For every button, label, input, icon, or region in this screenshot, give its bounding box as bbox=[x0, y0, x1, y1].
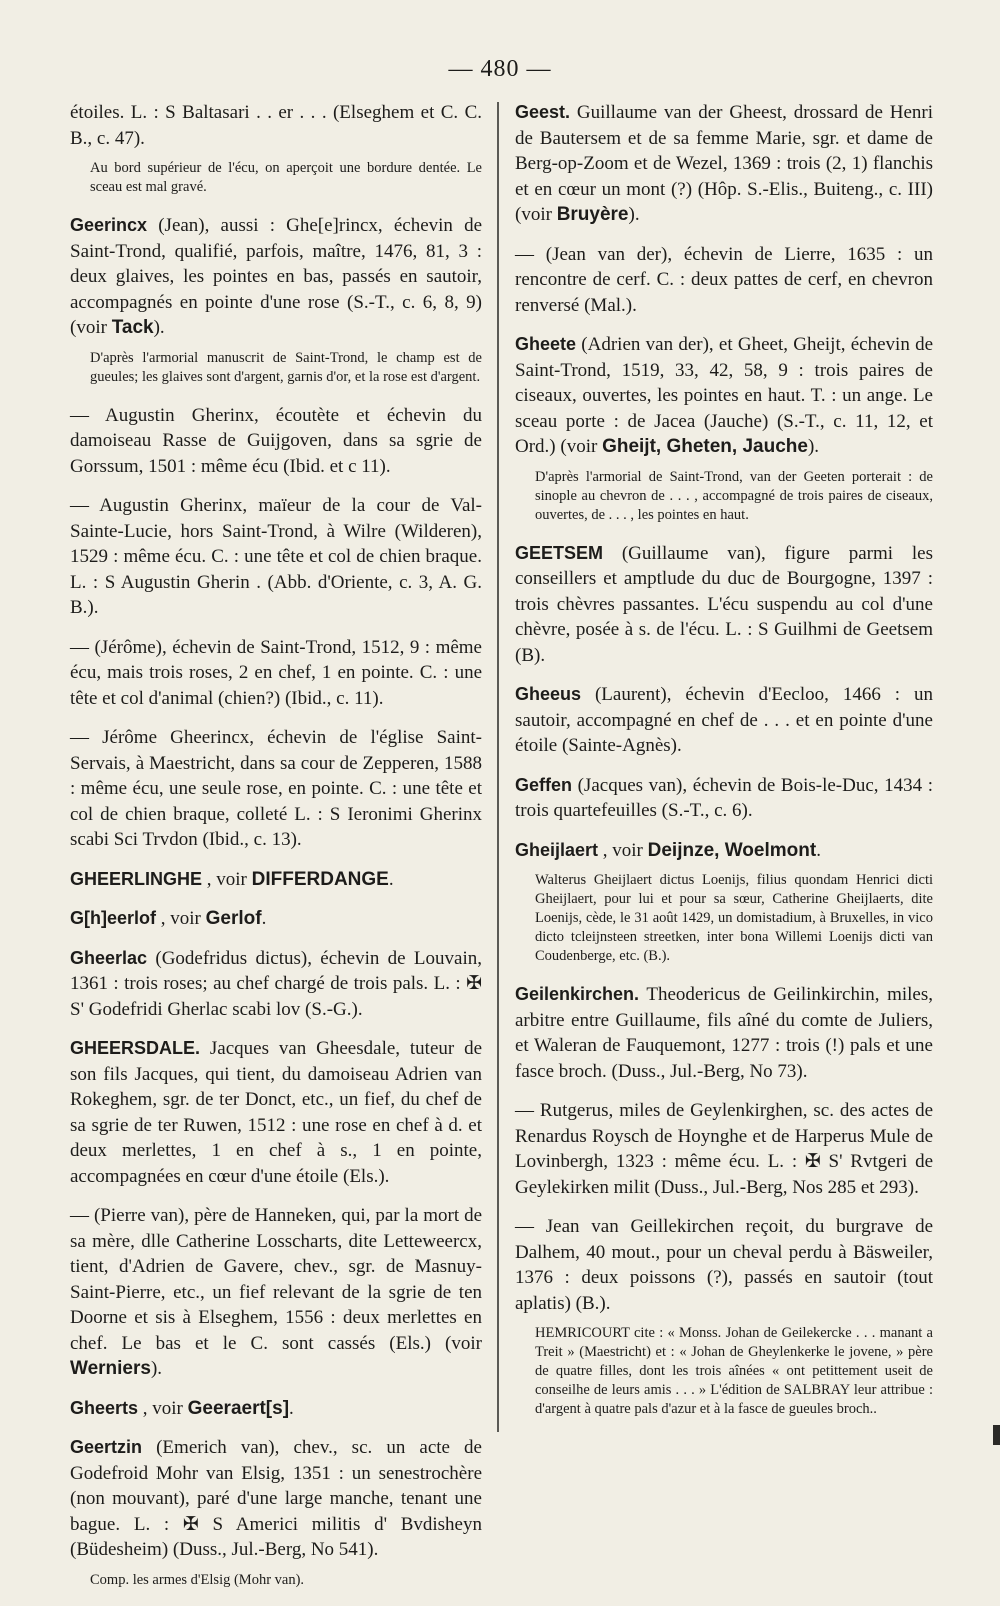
left-column bbox=[70, 100, 482, 1606]
entry-note bbox=[535, 1324, 933, 1419]
entry-text: (Guillaume van), figure parmi les conseillers et amptlude du duc de Bourgogne, 1397 : trois chèvres passantes. L'écu suspendu au col d'une chèvre, posée à s. de l'écu. L. : S Guilhmi de Geetsem (B). bbox=[515, 542, 933, 666]
cross-reference: Bruyère bbox=[556, 204, 629, 225]
entry-note bbox=[90, 1571, 482, 1590]
note-text: Au bord supérieur de l'écu, on aperçoit une bordure dentée. Le sceau est mal gravé. bbox=[90, 160, 482, 195]
entry-headword: Gheerts bbox=[70, 1397, 139, 1418]
entry-text: , voir bbox=[206, 868, 247, 890]
entry-text: Theodericus de Geilinkirchin, miles, arbitre entre Guillaume, fils aîné du comte de Juliers, et Waleran de Fauquemont, 1277 : trois (!) pals et une fasce broch. (Duss., Jul.-Berg, No 73). bbox=[515, 984, 933, 1082]
right-column bbox=[515, 100, 933, 1435]
cross-reference: Deijnze, Woelmont bbox=[647, 839, 817, 861]
entry-tail: . bbox=[388, 868, 394, 890]
dictionary-entry bbox=[515, 242, 933, 319]
entry-tail: ). bbox=[807, 436, 820, 457]
entry-headword: GHEERLINGHE bbox=[70, 868, 203, 889]
cross-reference: Werniers bbox=[70, 1358, 151, 1379]
entry-tail: ). bbox=[153, 317, 165, 338]
dictionary-entry bbox=[515, 838, 933, 864]
entry-text: — (Jérôme), échevin de Saint-Trond, 1512, 9 : même écu, mais trois roses, 2 en chef, 1 en pointe. C. : une tête et col d'animal (chien?) (Ibid., c. 11). bbox=[70, 636, 482, 709]
dictionary-entry bbox=[70, 493, 482, 621]
dictionary-entry bbox=[70, 1396, 482, 1422]
cross-reference: Gerlof bbox=[205, 908, 262, 929]
entry-tail: . bbox=[816, 839, 821, 861]
entry-note bbox=[535, 871, 933, 966]
entry-text: , voir bbox=[602, 839, 643, 861]
dictionary-entry bbox=[70, 867, 482, 893]
column-divider bbox=[497, 102, 499, 1432]
note-text: D'après l'armorial manuscrit de Saint-Trond, le champ est de gueules; les glaives sont d'argent, garnis d'or, et la rose est d'argent. bbox=[90, 349, 482, 385]
dictionary-entry bbox=[70, 1435, 482, 1563]
cross-reference: Tack bbox=[111, 317, 154, 338]
entry-text: Guillaume van der Gheest, drossard de Henri de Bautersem et de sa femme Marie, sgr. et dame de Berg-op-Zoom et de Wezel, 1369 : trois (2, 1) flanchis et en cœur un mont (?) (Hôp. S.-Elis., Buiteng., c. III) (voir bbox=[515, 102, 933, 225]
dictionary-entry bbox=[70, 213, 482, 341]
dictionary-entry bbox=[515, 332, 933, 460]
cross-reference: DIFFERDANGE bbox=[251, 868, 389, 890]
entry-text: — Augustin Gherinx, écoutète et échevin du damoiseau Rasse de Guijgoven, dans sa sgrie de Gorssum, 1501 : même écu (Ibid. et c 11). bbox=[70, 404, 482, 477]
entry-text: Jacques van Gheesdale, tuteur de son fils Jacques, qui tient, du damoiseau Adrien van Rokeghem, sgr. de ter Donct, etc., un fief, du chef de sa sgrie de ter Ruwen, 1512 : une rose en chef à d. et deux merlettes, 1 en chef à s., 1 en pointe, accompagnées en cœur d'une étoile (Els.). bbox=[70, 1038, 483, 1187]
dictionary-entry bbox=[515, 682, 933, 759]
entry-text: , voir bbox=[160, 908, 201, 929]
dictionary-entry bbox=[70, 906, 482, 932]
cross-reference: Gheijt, Gheten, Jauche bbox=[602, 436, 808, 457]
entry-note bbox=[90, 349, 482, 387]
cross-reference: Geeraert[s] bbox=[187, 1397, 290, 1419]
dictionary-entry bbox=[515, 1098, 933, 1200]
note-text: Walterus Gheijlaert dictus Loenijs, filius quondam Henrici dicti Gheijlaert, pour lui et pour sa sœur, Catherine Gheijlaerts, dite Loenijs, cède, le 31 août 1429, un domistadium, à Bruxelles, in vico dicto tcleijnsteen streetken, inter bona Willemi Loenijs dicti van Coudenberge, etc. (B.). bbox=[535, 872, 933, 964]
entry-text: (Laurent), échevin d'Eecloo, 1466 : un sautoir, accompagné en chef de . . . et en pointe d'une étoile (Sainte-Agnès). bbox=[515, 684, 934, 756]
dictionary-entry bbox=[70, 946, 482, 1023]
page-number: — 480 — bbox=[448, 56, 552, 82]
entry-text: — Augustin Gherinx, maïeur de la cour de Val-Sainte-Lucie, hors Saint-Trond, à Wilre (Wilderen), 1529 : même écu. C. : une tête et col de chien braque. L. : S Augustin Gherin . (Abb. d'Oriente, c. 3, A. G. B.). bbox=[70, 495, 482, 618]
entry-headword: Gheijlaert bbox=[515, 839, 599, 860]
entry-note bbox=[535, 468, 933, 525]
entry-headword: Geerincx bbox=[70, 215, 148, 235]
entry-headword: Geffen bbox=[515, 774, 573, 795]
note-text: HEMRICOURT cite : « Monss. Johan de Geilekercke . . . manant a Treit » (Maestricht) et : « Johan de Gheylenkerke le jovene, » père de quatre filles, dont les trois aînées « ont petittement useit de conseilhe de leurs amis . . . » L'édition de SALBRAY leur attribue : d'argent à quatre pals d'azur et à la fasce de gueules broch.. bbox=[535, 1325, 933, 1417]
entry-text: étoiles. L. : S Baltasari . . er . . . (Elseghem et C. C. B., c. 47). bbox=[70, 102, 482, 149]
entry-headword: GHEERSDALE. bbox=[70, 1038, 201, 1058]
entry-text: — (Jean van der), échevin de Lierre, 1635 : un rencontre de cerf. C. : deux pattes de cerf, en chevron renversé (Mal.). bbox=[515, 243, 933, 316]
dictionary-entry bbox=[515, 100, 933, 228]
dictionary-entry bbox=[70, 1036, 482, 1189]
dictionary-entry bbox=[70, 635, 482, 712]
entry-text: — (Pierre van), père de Hanneken, qui, par la mort de sa mère, dlle Catherine Losscharts, dite Letteweercx, tient, d'Adrien de Gavere, chev., sgr. de Masnuy-Saint-Pierre, etc., un fief relevant de la sgrie de ten Doorne et sis à Elseghem, 1556 : deux merlettes en chef. Le bas et le C. sont cassés (Els.) (voir bbox=[70, 1205, 482, 1354]
entry-tail: ). bbox=[628, 204, 640, 225]
note-text: Comp. les armes d'Elsig (Mohr van). bbox=[90, 1571, 305, 1588]
entry-text: — Jean van Geillekirchen reçoit, du burgrave de Dalhem, 40 mout., pour un cheval perdu à Bäsweiler, 1376 : deux poissons (?), passés en sautoir (tout aplatis) (B.). bbox=[515, 1216, 933, 1314]
dictionary-entry bbox=[515, 541, 933, 669]
dictionary-entry bbox=[70, 100, 482, 151]
entry-headword: Geertzin bbox=[70, 1437, 143, 1457]
entry-headword: Gheerlac bbox=[70, 947, 148, 968]
dictionary-entry bbox=[515, 982, 933, 1084]
entry-note bbox=[90, 159, 482, 197]
dictionary-entry bbox=[70, 403, 482, 480]
entry-headword: Geilenkirchen. bbox=[515, 984, 640, 1004]
entry-headword: G[h]eerlof bbox=[70, 908, 157, 928]
entry-text: (Jean), aussi : Ghe[e]rincx, échevin de Saint-Trond, qualifié, parfois, maître, 1476, 81, 3 : deux glaives, les pointes en bas, passés en sautoir, accompagnés en pointe d'une rose (S.-T., c. 6, 8, 9) (voir bbox=[70, 215, 482, 338]
dictionary-entry bbox=[70, 1203, 482, 1382]
entry-text: — Jérôme Gheerincx, échevin de l'église Saint-Servais, à Maestricht, dans sa cour de Zepperen, 1588 : même écu, une seule rose, en pointe. C. : une tête et col de chien braque, colleté L. : S Ieronimi Gherinx scabi Sci Trvdon (Ibid., c. 13). bbox=[70, 727, 482, 850]
entry-text: , voir bbox=[142, 1397, 183, 1419]
page-edge-mark bbox=[993, 1425, 1000, 1445]
entry-headword: GEETSEM bbox=[515, 542, 604, 563]
entry-tail: . bbox=[261, 908, 267, 929]
dictionary-entry bbox=[515, 1214, 933, 1316]
entry-text: (Emerich van), chev., sc. un acte de Godefroid Mohr van Elsig, 1351 : un senestrochère (non mouvant), paré d'une large manche, tenant une bague. L. : ✠ S Americi militis d' Bvdisheyn (Büdesheim) (Duss., Jul.-Berg, No 541). bbox=[70, 1437, 482, 1560]
dictionary-entry bbox=[70, 725, 482, 853]
entry-headword: Geest. bbox=[515, 102, 571, 122]
dictionary-entry bbox=[515, 773, 933, 824]
entry-text: (Adrien van der), et Gheet, Gheijt, échevin de Saint-Trond, 1519, 33, 42, 58, 9 : trois paires de ciseaux, ouvertes, les pointes en haut. T. : un ange. Le sceau porte : de Jacea (Jauche) (S.-T., c. 11, 12, et Ord.) (voir bbox=[515, 334, 933, 457]
entry-tail: ). bbox=[150, 1358, 163, 1379]
entry-headword: Gheete bbox=[515, 334, 577, 354]
entry-tail: . bbox=[289, 1397, 294, 1419]
entry-headword: Gheeus bbox=[515, 684, 582, 704]
entry-text: (Godefridus dictus), échevin de Louvain, 1361 : trois roses; au chef chargé de trois pals. L. : ✠ S' Godefridi Gherlac scabi lov (S.-G.). bbox=[70, 947, 482, 1020]
entry-text: — Rutgerus, miles de Geylenkirghen, sc. des actes de Renardus Roysch de Hoynghe et de Harperus Mule de Lovinbergh, 1323 : même écu. L. : ✠ S' Rvtgeri de Geylekirken milit (Duss., Jul.-Berg, Nos 285 et 293). bbox=[515, 1100, 933, 1198]
entry-text: (Jacques van), échevin de Bois-le-Duc, 1434 : trois quartefeuilles (S.-T., c. 6). bbox=[515, 774, 933, 821]
note-text: D'après l'armorial de Saint-Trond, van der Geeten porterait : de sinople au chevron de . . . , accompagné de trois paires de ciseaux, ouvertes, de . . . , les pointes en haut. bbox=[535, 468, 933, 523]
